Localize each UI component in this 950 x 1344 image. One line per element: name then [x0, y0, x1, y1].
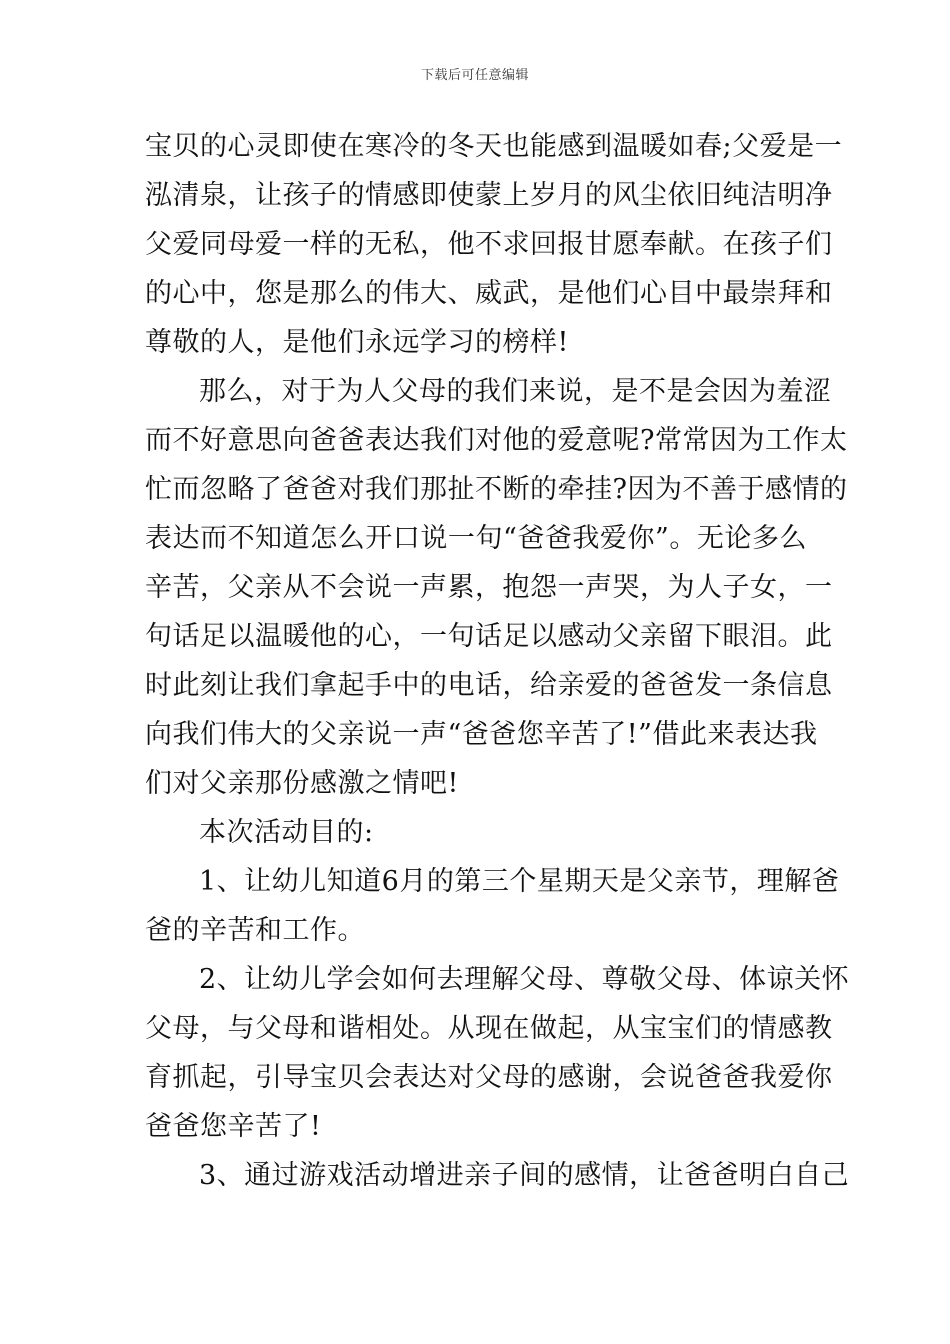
text-line: 父母，与父母和谐相处。从现在做起，从宝宝们的情感教	[145, 1013, 833, 1044]
text-line: 辛苦，父亲从不会说一声累，抱怨一声哭，为人子女，一	[145, 572, 833, 603]
text-line: 爸的辛苦和工作。	[145, 915, 365, 946]
text-line: 3、通过游戏活动增进亲子间的感情，让爸爸明白自己	[199, 1160, 850, 1191]
document-body	[145, 122, 850, 1200]
text-line: 的心中，您是那么的伟大、威武，是他们心目中最崇拜和	[145, 278, 833, 309]
page-header: 下载后可任意编辑	[420, 68, 529, 83]
text-line: 2、让幼儿学会如何去理解父母、尊敬父母、体谅关怀	[199, 964, 850, 995]
text-line: 向我们伟大的父亲说一声“爸爸您辛苦了!”借此来表达我	[145, 719, 818, 750]
text-line: 句话足以温暖他的心，一句话足以感动父亲留下眼泪。此	[145, 621, 833, 652]
text-line: 爸爸您辛苦了!	[145, 1111, 322, 1142]
text-line: 们对父亲那份感激之情吧!	[145, 768, 459, 799]
text-line: 尊敬的人，是他们永远学习的榜样!	[145, 327, 569, 358]
text-line: 那么，对于为人父母的我们来说，是不是会因为羞涩	[199, 376, 832, 407]
text-line: 父爱同母爱一样的无私，他不求回报甘愿奉献。在孩子们	[145, 229, 833, 260]
text-line: 时此刻让我们拿起手中的电话，给亲爱的爸爸发一条信息	[145, 670, 833, 701]
text-line: 而不好意思向爸爸表达我们对他的爱意呢?常常因为工作太	[145, 425, 848, 456]
text-line: 表达而不知道怎么开口说一句“爸爸我爱你”。无论多么	[145, 523, 807, 554]
text-line: 宝贝的心灵即使在寒冷的冬天也能感到温暖如春;父爱是一	[145, 131, 843, 162]
text-line: 泓清泉，让孩子的情感即使蒙上岁月的风尘依旧纯洁明净	[145, 180, 833, 211]
text-line: 忙而忽略了爸爸对我们那扯不断的牵挂?因为不善于感情的	[145, 474, 848, 505]
text-line: 1、让幼儿知道6月的第三个星期天是父亲节，理解爸	[199, 866, 840, 897]
text-line: 育抓起，引导宝贝会表达对父母的感谢，会说爸爸我爱你	[145, 1062, 833, 1093]
text-line: 本次活动目的:	[199, 817, 374, 848]
